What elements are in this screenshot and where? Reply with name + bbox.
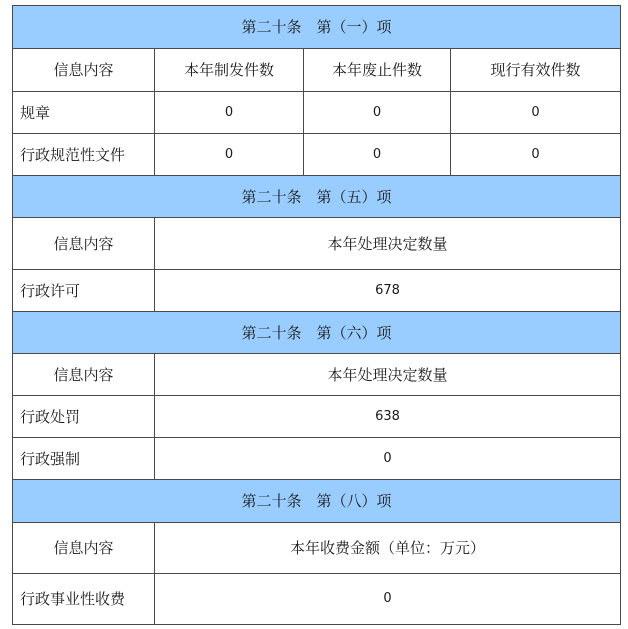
column-header: 现行有效件数 — [451, 49, 621, 92]
column-header-row — [13, 354, 621, 396]
column-header: 本年制发件数 — [155, 49, 304, 92]
table-row — [13, 438, 621, 480]
column-header: 本年处理决定数量 — [155, 218, 621, 270]
cell-value: 0 — [304, 134, 451, 176]
column-header: 本年处理决定数量 — [155, 354, 621, 396]
table-row — [13, 396, 621, 438]
table-row — [13, 574, 621, 625]
row-label: 行政规范性文件 — [13, 134, 155, 176]
row-label: 行政处罚 — [13, 396, 155, 438]
table-row — [13, 92, 621, 134]
column-header: 信息内容 — [13, 218, 155, 270]
column-header-row — [13, 218, 621, 270]
column-header: 信息内容 — [13, 49, 155, 92]
cell-value: 0 — [155, 134, 304, 176]
column-header: 本年废止件数 — [304, 49, 451, 92]
row-label: 行政事业性收费 — [13, 574, 155, 625]
row-label: 规章 — [13, 92, 155, 134]
row-label: 行政许可 — [13, 270, 155, 312]
table-row — [13, 134, 621, 176]
column-header: 本年收费金额（单位：万元） — [155, 523, 621, 574]
cell-value: 0 — [451, 92, 621, 134]
column-header-row — [13, 523, 621, 574]
section-header — [13, 480, 621, 523]
column-header-row — [13, 49, 621, 92]
column-header: 信息内容 — [13, 523, 155, 574]
section-title: 第二十条 第（五）项 — [13, 176, 621, 218]
cell-value: 0 — [304, 92, 451, 134]
section-header — [13, 312, 621, 354]
section-title: 第二十条 第（六）项 — [13, 312, 621, 354]
section-header — [13, 176, 621, 218]
column-header: 信息内容 — [13, 354, 155, 396]
disclosure-table — [12, 5, 621, 625]
cell-value: 678 — [155, 270, 621, 312]
cell-value: 0 — [155, 574, 621, 625]
cell-value: 0 — [155, 438, 621, 480]
cell-value: 0 — [451, 134, 621, 176]
table-row — [13, 270, 621, 312]
section-header — [13, 6, 621, 49]
cell-value: 0 — [155, 92, 304, 134]
cell-value: 638 — [155, 396, 621, 438]
row-label: 行政强制 — [13, 438, 155, 480]
section-title: 第二十条 第（一）项 — [13, 6, 621, 49]
section-title: 第二十条 第（八）项 — [13, 480, 621, 523]
